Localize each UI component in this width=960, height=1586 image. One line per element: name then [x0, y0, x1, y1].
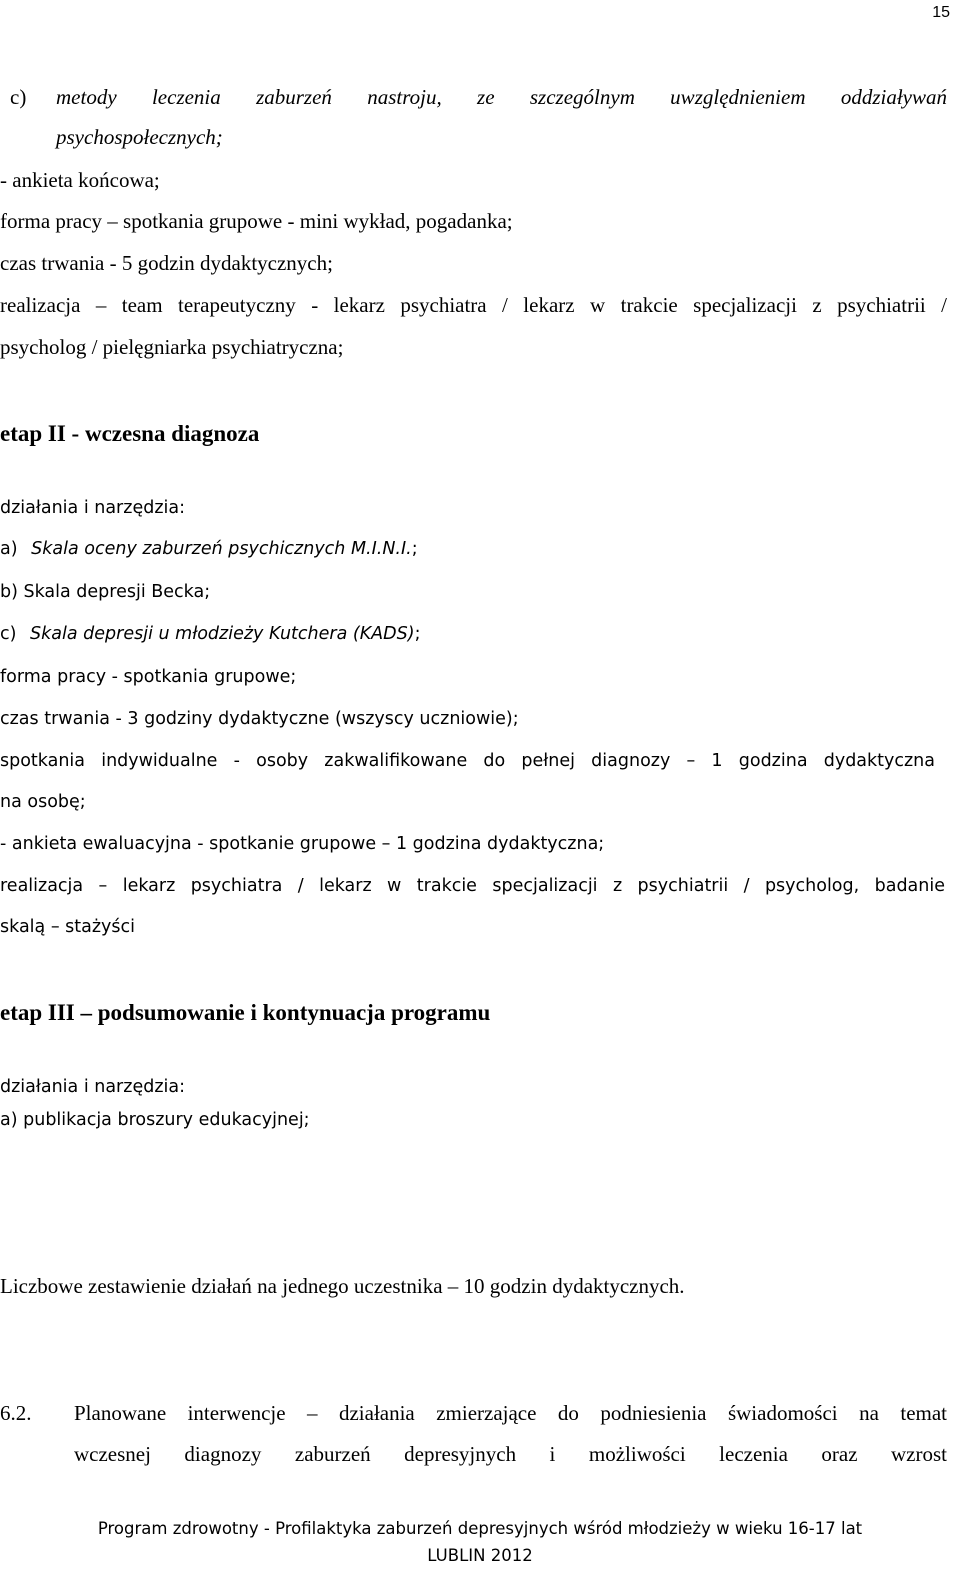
text-line: forma pracy – spotkania grupowe - mini wykład, pogadanka; — [0, 209, 513, 233]
footer-program-title: Program zdrowotny - Profilaktyka zaburzeń depresyjnych wśród młodzieży w wieku 16-17 lat — [97, 1519, 863, 1538]
text-line: - ankieta końcowa; — [0, 168, 160, 192]
text-line: forma pracy - spotkania grupowe; — [0, 667, 297, 687]
text-line: skalą – stażyści — [0, 917, 135, 937]
section-text-line-2: wczesnej diagnozy zaburzeń depresyjnych i możliwości leczenia oraz wzrost — [74, 1442, 947, 1466]
text-line: czas trwania - 5 godzin dydaktycznych; — [0, 251, 333, 275]
list-marker: c) — [10, 85, 27, 109]
page-number: 15 — [932, 4, 950, 21]
list-item-punct: ; — [411, 539, 418, 559]
section-heading-stage-2: etap II - wczesna diagnoza — [0, 421, 260, 446]
section-heading-stage-3: etap III – podsumowanie i kontynuacja programu — [0, 1000, 491, 1025]
list-marker: c) — [0, 624, 17, 644]
text-line: realizacja – team terapeutyczny - lekarz psychiatra / lekarz w trakcie specjalizacji z psychiatrii / — [0, 293, 947, 317]
text-line: spotkania indywidualne - osoby zakwalifikowane do pełnej diagnozy – 1 godzina dydaktyczna — [0, 751, 935, 771]
text-line: na osobę; — [0, 792, 86, 812]
footer-city-year: LUBLIN 2012 — [427, 1546, 533, 1565]
text-line: czas trwania - 3 godziny dydaktyczne (wszyscy uczniowie); — [0, 709, 519, 729]
list-item-b-beck: b) Skala depresji Becka; — [0, 582, 211, 602]
list-item-punct: ; — [414, 624, 421, 644]
list-item-text: Skala depresji u młodzieży Kutchera (KADS) — [30, 624, 415, 644]
list-item-a-brochure: a) publikacja broszury edukacyjnej; — [0, 1110, 310, 1130]
text-line: działania i narzędzia: — [0, 1077, 185, 1097]
text-line: - ankieta ewaluacyjna - spotkanie grupowe – 1 godzina dydaktyczna; — [0, 834, 605, 854]
text-line: działania i narzędzia: — [0, 498, 185, 518]
summary-line: Liczbowe zestawienie działań na jednego uczestnika – 10 godzin dydaktycznych. — [0, 1274, 685, 1298]
list-marker: a) — [0, 539, 18, 559]
text-line: psycholog / pielęgniarka psychiatryczna; — [0, 335, 344, 359]
list-item-c-kads — [0, 621, 420, 647]
text-line: realizacja – lekarz psychiatra / lekarz w trakcie specjalizacji z psychiatrii / psycholog, badanie — [0, 876, 945, 896]
list-item-text: metody leczenia zaburzeń nastroju, ze szczególnym uwzględnieniem oddziaływań — [56, 85, 947, 109]
list-item-text: Skala oceny zaburzeń psychicznych M.I.N.I. — [31, 539, 412, 559]
section-text-line-1: Planowane interwencje – działania zmierzające do podniesienia świadomości na temat — [74, 1401, 947, 1425]
list-item-continuation: psychospołecznych; — [56, 125, 223, 149]
list-item-a-mini — [0, 536, 418, 562]
section-number: 6.2. — [0, 1401, 32, 1425]
